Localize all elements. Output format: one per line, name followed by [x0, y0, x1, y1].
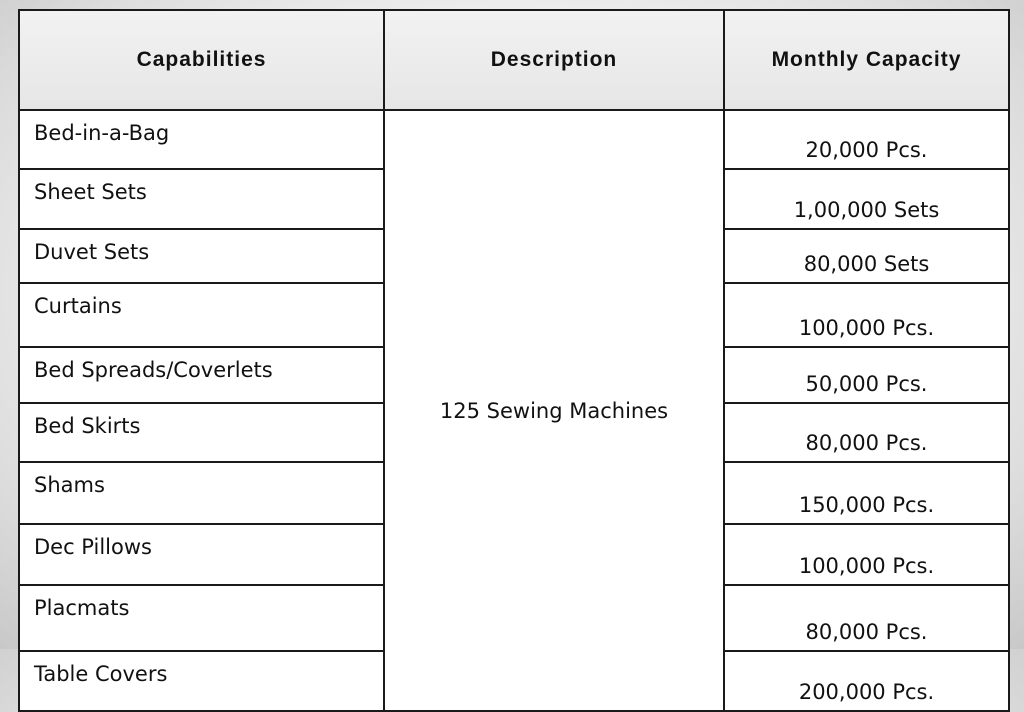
capacity-cell: 150,000 Pcs.: [724, 462, 1009, 524]
capacity-cell: 80,000 Sets: [724, 229, 1009, 283]
description-cell: 125 Sewing Machines: [384, 110, 724, 711]
table-row: [19, 110, 1009, 169]
capacity-cell: 80,000 Pcs.: [724, 403, 1009, 462]
capability-cell: Duvet Sets: [19, 229, 384, 283]
capacity-cell: 20,000 Pcs.: [724, 110, 1009, 169]
capacity-cell: 50,000 Pcs.: [724, 347, 1009, 403]
capabilities-table-container: [18, 9, 1008, 704]
capability-cell: Bed Spreads/Coverlets: [19, 347, 384, 403]
capability-cell: Placmats: [19, 585, 384, 651]
capability-cell: Sheet Sets: [19, 169, 384, 229]
header-description: Description: [384, 10, 724, 110]
capability-cell: Table Covers: [19, 651, 384, 711]
capability-cell: Shams: [19, 462, 384, 524]
capacity-cell: 80,000 Pcs.: [724, 585, 1009, 651]
capability-cell: Dec Pillows: [19, 524, 384, 585]
capability-cell: Curtains: [19, 283, 384, 347]
capacity-cell: 100,000 Pcs.: [724, 283, 1009, 347]
capability-cell: Bed-in-a-Bag: [19, 110, 384, 169]
capacity-cell: 200,000 Pcs.: [724, 651, 1009, 711]
header-monthly-capacity: Monthly Capacity: [724, 10, 1009, 110]
capacity-cell: 100,000 Pcs.: [724, 524, 1009, 585]
table-header-row: [19, 10, 1009, 110]
header-capabilities: Capabilities: [19, 10, 384, 110]
capacity-cell: 1,00,000 Sets: [724, 169, 1009, 229]
capabilities-table: [18, 9, 1010, 712]
capability-cell: Bed Skirts: [19, 403, 384, 462]
